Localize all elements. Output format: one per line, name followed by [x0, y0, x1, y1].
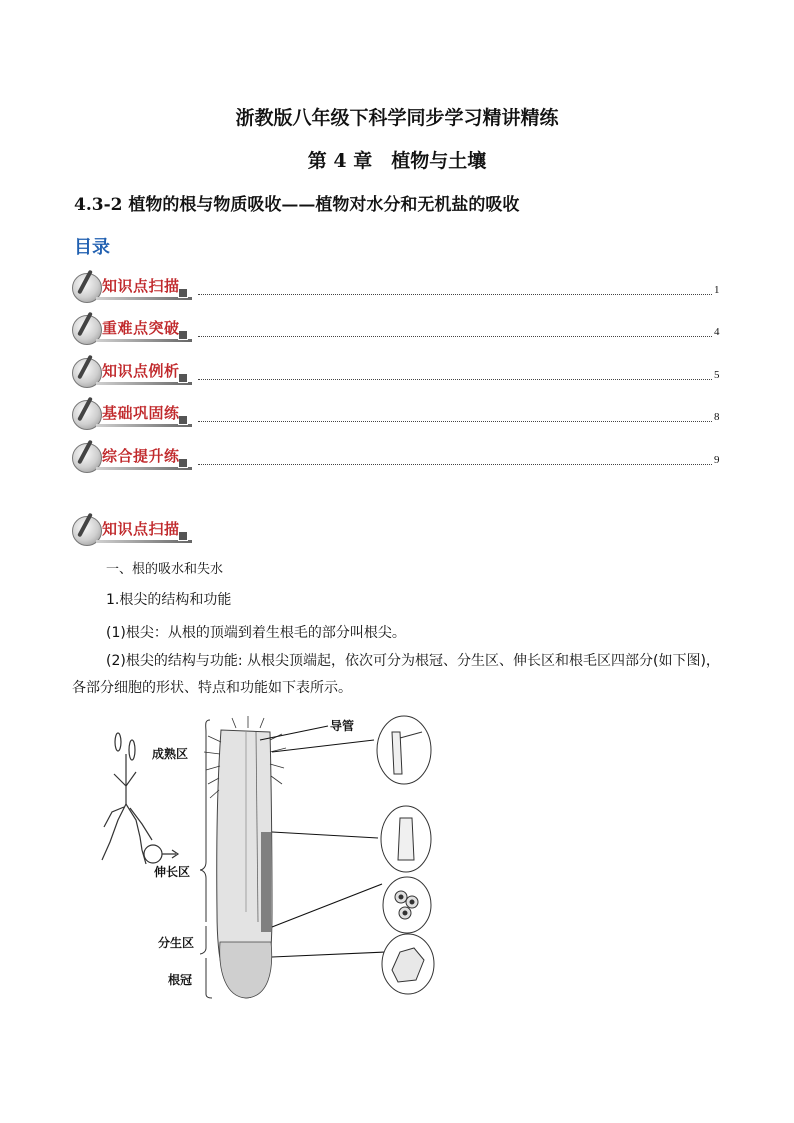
toc-entry-label: 综合提升练	[102, 447, 180, 465]
section-badge-label: 知识点扫描	[102, 520, 180, 538]
chapter-title: 第 4 章 植物与土壤	[307, 150, 487, 172]
root-tip-diagram	[96, 712, 446, 1002]
toc-entry[interactable]	[72, 399, 722, 431]
toc-entry-label: 知识点例析	[102, 362, 180, 380]
toc-page-number: 1	[714, 284, 720, 296]
toc-entry[interactable]	[72, 314, 722, 346]
section-heading: 一、根的吸水和失水	[106, 562, 224, 577]
toc-page-number: 8	[714, 411, 720, 423]
toc-leader	[198, 379, 712, 380]
label-mature-zone: 成熟区	[152, 747, 189, 761]
root-tip-body	[204, 716, 286, 998]
toc-leader	[198, 336, 712, 337]
label-vessel: 导管	[330, 719, 355, 733]
region-bracket	[200, 720, 212, 998]
toc-entry-label: 知识点扫描	[102, 277, 180, 295]
paragraph: (1)根尖：从根的顶端到着生根毛的部分叫根尖。	[106, 625, 406, 641]
lesson-title: 4.3-2 植物的根与物质吸收——植物对水分和无机盐的吸收	[74, 195, 520, 215]
label-elongation-zone: 伸长区	[154, 865, 191, 879]
toc-leader	[198, 421, 712, 422]
section-badge	[72, 357, 196, 389]
section-badge	[72, 314, 196, 346]
toc-entry[interactable]	[72, 357, 722, 389]
toc-entry[interactable]	[72, 442, 722, 474]
section-badge	[72, 515, 196, 547]
toc-entry-label: 重难点突破	[102, 319, 180, 337]
toc-entry[interactable]	[72, 272, 722, 304]
section-badge	[72, 272, 196, 304]
cell-callouts	[377, 716, 434, 994]
toc-leader	[198, 464, 712, 465]
toc-entry-label: 基础巩固练	[102, 404, 180, 422]
section-header	[72, 515, 202, 547]
toc-leader	[198, 294, 712, 295]
paragraph: (2)根尖的结构与功能: 从根尖顶端起，依次可分为根冠、分生区、伸长区和根毛区四部分(如下图)，各部分细胞的形状、特点和功能如下表所示。	[72, 653, 720, 696]
subsection-heading: 1.根尖的结构和功能	[106, 592, 232, 608]
toc-page-number: 5	[714, 369, 720, 381]
toc-page-number: 4	[714, 326, 720, 338]
toc-heading: 目录	[74, 237, 110, 258]
section-badge	[72, 399, 196, 431]
root-hair-cell-circle	[377, 716, 431, 784]
label-root-cap: 根冠	[168, 973, 193, 987]
root-tip-figure	[96, 712, 446, 1002]
label-meristem-zone: 分生区	[158, 936, 195, 950]
document-title: 浙教版八年级下科学同步学习精讲精练	[235, 107, 559, 129]
section-badge	[72, 442, 196, 474]
callout-lines	[260, 726, 386, 957]
toc-page-number: 9	[714, 454, 720, 466]
